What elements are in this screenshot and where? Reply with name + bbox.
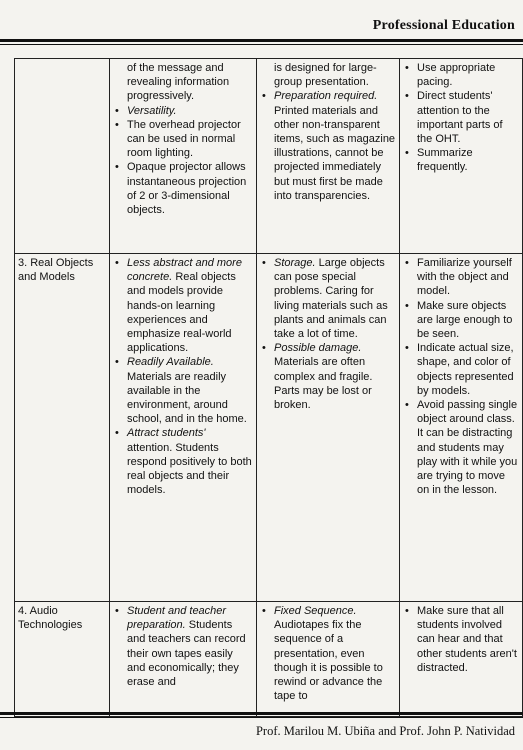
guidelines-cell <box>400 59 523 254</box>
list-item <box>403 89 519 146</box>
list-item <box>403 341 519 398</box>
list-item <box>113 118 253 161</box>
item-text: Direct students' attention to the important parts of the OHT. <box>417 90 503 146</box>
item-emphasis: Preparation required. <box>274 90 378 103</box>
header-rule-thick <box>0 39 523 42</box>
media-table <box>14 58 523 717</box>
list-item <box>403 604 519 675</box>
item-text: Indicate actual size, shape, and color of objects represented by models. <box>417 342 514 397</box>
page-header <box>0 0 523 40</box>
item-emphasis: Possible damage. <box>274 342 362 355</box>
item-text: The overhead projector can be used in normal room lighting. <box>127 118 241 160</box>
table-body <box>15 59 523 717</box>
list-item <box>113 256 253 355</box>
list-item <box>403 256 519 299</box>
media-type-cell <box>15 254 110 602</box>
advantages-cell <box>110 602 257 717</box>
header-title: Professional Education <box>372 18 515 33</box>
item-emphasis: Versatility. <box>127 104 177 117</box>
list-item <box>113 355 253 426</box>
table-row <box>15 602 523 717</box>
item-text: Real objects and models provide hands-on learning experiences and emphasize real-world applications. <box>127 271 236 355</box>
list-item <box>403 299 519 342</box>
item-text: Use appropriate pacing. <box>417 62 496 89</box>
item-text: Opaque projector allows instantaneous projection of 2 or 3-dimensional objects. <box>127 161 247 217</box>
item-text: Materials are often complex and fragile. Parts may be lost or broken. <box>274 356 373 412</box>
media-type-cell <box>15 602 110 717</box>
item-emphasis: Fixed Sequence. <box>274 605 357 617</box>
item-text: attention. Students respond positively to both real objects and their models. <box>127 441 252 497</box>
list-item <box>260 256 396 341</box>
media-type-name: 4. Audio Technologies <box>18 605 83 631</box>
footer-authors: Prof. Marilou M. Ubiña and Prof. John P. Natividad <box>255 724 515 738</box>
item-text: Materials are readily available in the environment, around school, and in the home. <box>127 370 247 426</box>
list-item <box>113 104 253 118</box>
advantages-cell <box>110 59 257 254</box>
item-text: Students and teachers can record their own tapes easily and economically; they erase and <box>127 619 246 689</box>
list-item <box>403 61 519 89</box>
list-item <box>260 61 396 89</box>
list-item <box>260 89 396 203</box>
footer-rule-thin <box>0 717 523 718</box>
item-text: is designed for large-group presentation. <box>274 62 377 89</box>
cell-list <box>260 604 396 703</box>
cell-list <box>260 61 396 203</box>
item-text: Summarize frequently. <box>417 147 473 174</box>
item-emphasis: Storage. <box>274 257 316 269</box>
cell-list <box>113 604 253 689</box>
item-text: Make sure that all students involved can hear and that other students aren't distracted. <box>417 605 517 674</box>
item-text: of the message and revealing information progressively. <box>127 62 230 103</box>
limitations-cell <box>257 254 400 602</box>
list-item <box>113 61 253 104</box>
cell-list <box>403 604 519 675</box>
cell-list <box>403 61 519 175</box>
table-row <box>15 59 523 254</box>
advantages-cell <box>110 254 257 602</box>
guidelines-cell <box>400 602 523 717</box>
table-row <box>15 254 523 602</box>
limitations-cell <box>257 59 400 254</box>
guidelines-cell <box>400 254 523 602</box>
cell-list <box>403 256 519 497</box>
cell-list <box>113 61 253 217</box>
list-item <box>260 341 396 412</box>
list-item <box>113 160 253 217</box>
list-item <box>403 398 519 497</box>
media-type-name: 3. Real Objects and Models <box>18 257 94 283</box>
item-text: Printed materials and other non-transparent items, such as magazine illustrations, cannot be projected immediately but must first be made into transparencies. <box>274 104 396 202</box>
footer-rule-thick <box>0 712 523 715</box>
list-item <box>113 426 253 497</box>
cell-list <box>113 256 253 497</box>
list-item <box>260 604 396 703</box>
item-text: Familiarize yourself with the object and model. <box>417 257 512 298</box>
item-text: Audiotapes fix the sequence of a presentation, even though it is possible to rewind or advance the tape to <box>274 619 383 703</box>
header-rule-thin <box>0 44 523 45</box>
limitations-cell <box>257 602 400 717</box>
item-text: Make sure objects are large enough to be seen. <box>417 299 513 341</box>
list-item <box>113 604 253 689</box>
item-emphasis: Attract students' <box>127 427 206 440</box>
item-emphasis: Less abstract and more concrete. <box>127 257 242 284</box>
item-emphasis: Readily Available. <box>127 356 214 369</box>
item-emphasis: Student and teacher preparation. <box>127 605 227 632</box>
item-text: Large objects can pose special problems. Caring for living materials such as plants and animals can take a lot of time. <box>274 257 388 341</box>
media-type-cell <box>15 59 110 254</box>
item-text: Avoid passing single object around class. It can be distracting and students may play with it while you are trying to move on in the lesson. <box>417 399 518 497</box>
list-item <box>403 146 519 174</box>
cell-list <box>260 256 396 412</box>
